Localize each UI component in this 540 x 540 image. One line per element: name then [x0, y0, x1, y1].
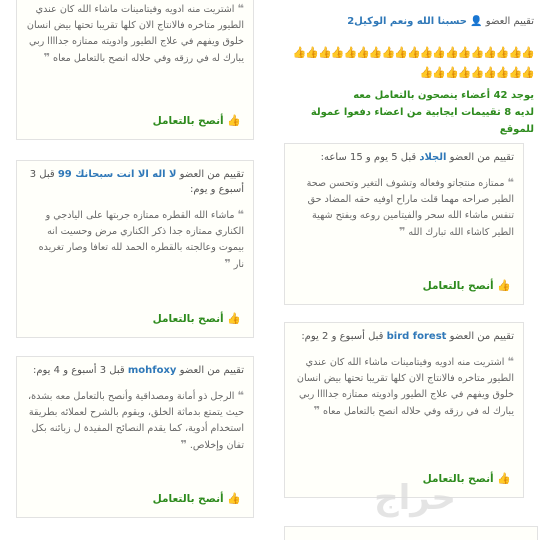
- thumb-up-icon: 👍: [521, 46, 534, 59]
- thumb-up-icon: 👍: [495, 66, 509, 79]
- thumb-up-icon: 👍: [483, 46, 496, 59]
- review-username-link[interactable]: mohfoxy: [127, 365, 177, 376]
- thumb-up-icon: 👍: [432, 46, 446, 59]
- recommend-count-text: يوجد 42 أعضاء ينصحون بالتعامل معه: [353, 90, 534, 101]
- thumb-up-icon: 👍: [368, 46, 382, 59]
- thumb-up-icon: 👍: [457, 46, 471, 59]
- review-date: قبل 3 أسبوع و 4 يوم:: [32, 365, 125, 376]
- thumb-up-icon: 👍: [495, 46, 509, 59]
- thumb-up-icon: 👍: [227, 312, 241, 325]
- review-card: [16, 356, 254, 518]
- user-icon: 👤: [470, 16, 483, 27]
- review-card: [284, 143, 524, 305]
- review-prefix: تقييم من العضو: [449, 331, 514, 342]
- review-username-link[interactable]: لا اله الا انت سبحانك 99: [57, 169, 177, 180]
- thumb-up-icon: 👍: [419, 46, 433, 59]
- thumb-up-icon: 👍: [330, 46, 344, 59]
- thumb-up-icon: 👍: [508, 66, 522, 79]
- quote-close-icon: ❞: [180, 438, 187, 451]
- thumb-up-icon: 👍: [445, 66, 458, 79]
- quote-close-icon: ❞: [224, 257, 231, 270]
- review-date: قبل أسبوع و 2 يوم:: [301, 331, 384, 342]
- review-card: [16, 160, 254, 338]
- review-text: [26, 388, 244, 454]
- quote-open-icon: ❝: [507, 176, 514, 189]
- thumb-up-icon: 👍: [521, 66, 534, 79]
- recommend-badge: [423, 279, 511, 292]
- review-header: [26, 167, 244, 197]
- review-header: [294, 150, 514, 165]
- recommend-label: أنصح بالتعامل: [422, 280, 494, 292]
- recommend-label: أنصح بالتعامل: [152, 313, 224, 325]
- site-watermark-logo: حراج: [374, 478, 456, 518]
- next-review-card-edge: [284, 526, 538, 540]
- thumb-up-icon: 👍: [356, 46, 369, 59]
- thumb-up-icon: 👍: [470, 46, 484, 59]
- thumb-up-icon: 👍: [343, 46, 357, 59]
- recommend-label: أنصح بالتعامل: [152, 115, 224, 127]
- recommend-label: أنصح بالتعامل: [152, 493, 224, 505]
- quote-close-icon: ❞: [313, 404, 320, 417]
- quote-open-icon: ❝: [237, 2, 244, 15]
- quote-close-icon: ❞: [398, 225, 406, 238]
- recommend-badge: [153, 492, 241, 505]
- thumb-up-icon: 👍: [445, 46, 458, 59]
- review-body: الرجل ذو أمانة ومصداقية وأنصح بالتعامل معه بشدة، حيث يتمتع بدماثة الخلق، ويقوم بالشرح لعملائه بطريقة استخدام أدوية، كما يقدم النصائح المفيدة ل زبائنه بكل تفان وإخلاص.: [28, 391, 244, 451]
- thumb-up-icon: 👍: [470, 66, 484, 79]
- thumb-up-icon: 👍: [419, 66, 433, 79]
- thumb-up-icon: 👍: [227, 114, 241, 127]
- thumb-up-icon: 👍: [406, 46, 420, 59]
- thumb-up-icon: 👍: [497, 279, 511, 292]
- thumb-up-icon: 👍: [292, 46, 306, 59]
- thumb-up-icon: 👍: [394, 46, 407, 59]
- review-body: ممتازه منتجاتو وفعاله وتشوف التغير وتحسن صحة الطير صراحه مهما قلت ماراح اوفيه حقه المضاد حق تنفس ماشاء الله سحر والفيتامين روعه ويفتح شهية الطير كاشاء الله تبارك الله: [306, 178, 514, 238]
- review-username-link[interactable]: bird forest: [386, 331, 447, 342]
- review-card: [284, 322, 524, 498]
- review-text: [294, 354, 514, 420]
- quote-open-icon: ❝: [237, 389, 244, 402]
- summary-username-link[interactable]: حسبنا الله ونعم الوكيل2: [347, 16, 467, 27]
- summary-prefix: تقييم العضو: [485, 16, 534, 27]
- thumb-up-icon: 👍: [318, 46, 331, 59]
- review-header: [294, 329, 514, 344]
- thumb-up-icon: 👍: [497, 472, 511, 485]
- review-username-link[interactable]: الجلاد: [419, 152, 447, 163]
- summary-header: [288, 14, 534, 29]
- recommend-badge: [153, 114, 241, 127]
- recommend-badge: [153, 312, 241, 325]
- quote-open-icon: ❝: [237, 208, 244, 221]
- recommend-thumbs-grid: [288, 43, 534, 83]
- thumb-up-icon: 👍: [483, 66, 496, 79]
- review-prefix: تقييم من العضو: [179, 365, 244, 376]
- review-body: ماشاء الله القطره ممتازه جربتها على اليادجي و الكناري ممتازه جدا ذكر الكناري مرض وحسيت انه بيموت وعالجته بالقطره الحمد لله تعافا وصار تغريده نار: [38, 210, 244, 270]
- recommend-label: أنصح بالتعامل: [422, 473, 494, 485]
- review-text: [294, 175, 514, 241]
- review-text: [26, 1, 244, 67]
- review-prefix: تقييم من العضو: [449, 152, 514, 163]
- quote-close-icon: ❞: [43, 51, 50, 64]
- review-header: [26, 363, 244, 378]
- review-body: اشتريت منه ادويه وفيتامينات ماشاء الله كان عندي الطيور متاخره فالانتاج الان كلها تقريبا تحتها بيض انسان خلوق ويفهم في علاج الطيور وادويته ممتازه جداااا ربي يبارك له في رزقه وفي حلاله انصح بالتعامل معاه: [26, 4, 244, 64]
- review-text: [26, 207, 244, 273]
- paid-reviews-text: لديه 8 تقييمات ايجابية من اعضاء دفعوا عمولة للموقع: [310, 107, 534, 135]
- thumb-up-icon: 👍: [508, 46, 522, 59]
- member-summary-card: [284, 8, 538, 135]
- review-date: قبل 3 أسبوع و يوم:: [29, 169, 244, 195]
- review-prefix: تقييم من العضو: [179, 169, 244, 180]
- thumb-up-icon: 👍: [305, 46, 319, 59]
- review-date: قبل 5 يوم و 15 ساعه:: [320, 152, 417, 163]
- thumb-up-icon: 👍: [457, 66, 471, 79]
- thumb-up-icon: 👍: [432, 66, 446, 79]
- quote-open-icon: ❝: [507, 355, 514, 368]
- thumb-up-icon: 👍: [381, 46, 395, 59]
- thumb-up-icon: 👍: [227, 492, 241, 505]
- review-body: اشتريت منه ادويه وفيتامينات ماشاء الله كان عندي الطيور متاخره فالانتاج الان كلها تقريبا تحتها بيض انسان خلوق ويفهم في علاج الطيور وادويته ممتازه جداااا ربي يبارك له في رزقه وفي حلاله انصح بالتعامل معاه: [296, 357, 514, 417]
- review-card: [16, 0, 254, 140]
